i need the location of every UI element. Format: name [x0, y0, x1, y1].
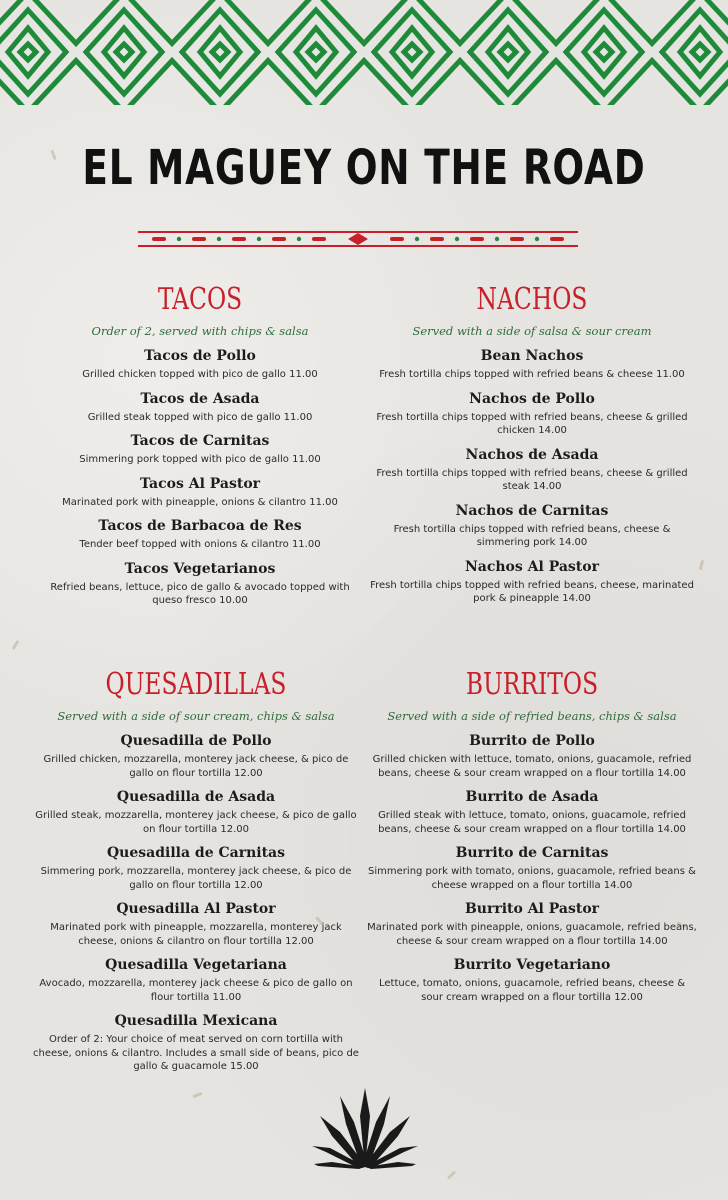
menu-item [35, 432, 365, 467]
item-description: Fresh tortilla chips topped with refried beans & cheese 11.00 [379, 369, 685, 380]
item-name: Quesadilla Al Pastor [116, 901, 276, 917]
item-name: Tacos de Asada [140, 390, 260, 407]
menu-item [367, 347, 697, 382]
item-description: Tender beef topped with onions & cilantro 11.00 [79, 539, 321, 550]
item-description: Grilled chicken, mozzarella, monterey jack cheese, & pico de gallo on flour tortilla 12.00 [43, 754, 349, 779]
menu-item [367, 558, 697, 606]
menu-item [367, 390, 697, 438]
menu-item [367, 732, 697, 780]
item-name: Bean Nachos [480, 348, 584, 364]
item-description: Grilled chicken with lettuce, tomato, onions, guacamole, refried beans, cheese & sour cream wrapped on a flour tortilla 14.00 [372, 754, 692, 779]
item-name: Tacos de Carnitas [130, 433, 270, 449]
section-title-quesadillas: QUESADILLAS [105, 667, 287, 702]
item-name: Quesadilla de Carnitas [106, 845, 285, 861]
item-description: Fresh tortilla chips topped with refried beans, cheese & grilled chicken 14.00 [376, 411, 688, 436]
item-name: Tacos Al Pastor [139, 475, 261, 492]
item-description: Lettuce, tomato, onions, guacamole, refried beans, cheese & sour cream wrapped on a flour tortilla 12.00 [378, 978, 686, 1003]
item-description: Avocado, mozzarella, monterey jack cheese & pico de gallo on flour tortilla 11.00 [39, 978, 353, 1003]
agave-plant-icon [312, 1086, 418, 1170]
item-name: Quesadilla Mexicana [114, 1013, 278, 1029]
section-subtitle-tacos: Order of 2, served with chips & salsa [91, 324, 309, 338]
item-name: Burrito de Carnitas [455, 845, 609, 861]
item-description: Marinated pork with pineapple, onions & cilantro 11.00 [62, 496, 338, 508]
item-description: Simmering pork with tomato, onions, guacamole, refried beans & cheese wrapped on a flour tortilla 14.00 [368, 866, 696, 891]
menu-title: EL MAGUEY ON THE ROAD [82, 140, 646, 196]
title-divider [138, 228, 578, 250]
item-description: Grilled steak, mozzarella, monterey jack cheese, & pico de gallo on flour tortilla 12.00 [35, 810, 357, 835]
item-description: Fresh tortilla chips topped with refried beans, cheese & simmering pork 14.00 [393, 523, 671, 548]
tacos-section [35, 282, 365, 616]
item-description: Simmering pork topped with pico de gallo 11.00 [79, 454, 321, 465]
item-description: Simmering pork, mozzarella, monterey jack cheese, & pico de gallo on flour tortilla 12.00 [40, 866, 352, 891]
item-description: Grilled chicken topped with pico de gallo 11.00 [82, 369, 318, 380]
quesadillas-section [31, 667, 361, 1082]
item-description: Fresh tortilla chips topped with refried beans, cheese, marinated pork & pineapple 14.00 [370, 579, 694, 604]
item-description: Grilled steak topped with pico de gallo 11.00 [87, 411, 313, 423]
menu-item [367, 446, 697, 494]
item-name: Tacos de Barbacoa de Res [98, 518, 302, 534]
item-name: Tacos Vegetarianos [124, 560, 276, 577]
menu-item [367, 788, 697, 836]
item-description: Marinated pork with pineapple, onions, guacamole, refried beans, cheese & sour cream wrapped on a flour tortilla 14.00 [367, 922, 697, 947]
menu-item [31, 732, 361, 780]
section-title-nachos: NACHOS [476, 282, 588, 317]
item-name: Nachos de Asada [465, 446, 599, 463]
item-description: Refried beans, lettuce, pico de gallo & avocado topped with queso fresco 10.00 [50, 581, 350, 606]
section-subtitle-nachos: Served with a side of salsa & sour cream [412, 324, 652, 338]
menu-item [31, 900, 361, 948]
item-name: Quesadilla Vegetariana [105, 957, 287, 973]
item-description: Fresh tortilla chips topped with refried beans, cheese & grilled steak 14.00 [376, 467, 688, 492]
item-name: Nachos de Carnitas [455, 502, 609, 519]
item-description: Grilled steak with lettuce, tomato, onions, guacamole, refried beans, cheese & sour cream wrapped on a flour tortilla 14.00 [378, 810, 686, 835]
section-subtitle-burritos: Served with a side of refried beans, chips & salsa [387, 709, 677, 723]
menu-item [367, 956, 697, 1004]
item-name: Nachos Al Pastor [464, 558, 599, 575]
menu-item [31, 844, 361, 892]
menu-item [35, 475, 365, 510]
item-name: Nachos de Pollo [469, 390, 595, 407]
item-description: Marinated pork with pineapple, mozzarella, monterey jack cheese, onions & cilantro on flour tortilla 12.00 [50, 922, 342, 947]
item-name: Burrito de Pollo [469, 733, 595, 749]
menu-item [35, 390, 365, 425]
menu-item [31, 956, 361, 1004]
nachos-section [367, 282, 697, 614]
menu-item [35, 560, 365, 608]
menu-item [31, 1012, 361, 1074]
burritos-section [367, 667, 697, 1012]
top-diamond-pattern [0, 0, 728, 105]
menu-item [367, 502, 697, 550]
item-name: Quesadilla de Asada [116, 789, 276, 805]
menu-item [35, 347, 365, 382]
item-name: Burrito Vegetariano [453, 957, 611, 973]
menu-item [367, 900, 697, 948]
menu-item [367, 844, 697, 892]
section-title-tacos: TACOS [157, 282, 243, 317]
menu-item [35, 517, 365, 552]
item-description: Order of 2: Your choice of meat served on corn tortilla with cheese, onions & cilantro. Includes a small side of beans, pico de gallo & guacamole 15.00 [33, 1034, 359, 1072]
item-name: Burrito Al Pastor [464, 901, 600, 917]
item-name: Burrito de Asada [465, 789, 599, 805]
item-name: Quesadilla de Pollo [120, 733, 272, 749]
menu-item [31, 788, 361, 836]
section-title-burritos: BURRITOS [465, 667, 599, 702]
item-name: Tacos de Pollo [144, 348, 256, 364]
section-subtitle-quesadillas: Served with a side of sour cream, chips & salsa [57, 709, 335, 723]
